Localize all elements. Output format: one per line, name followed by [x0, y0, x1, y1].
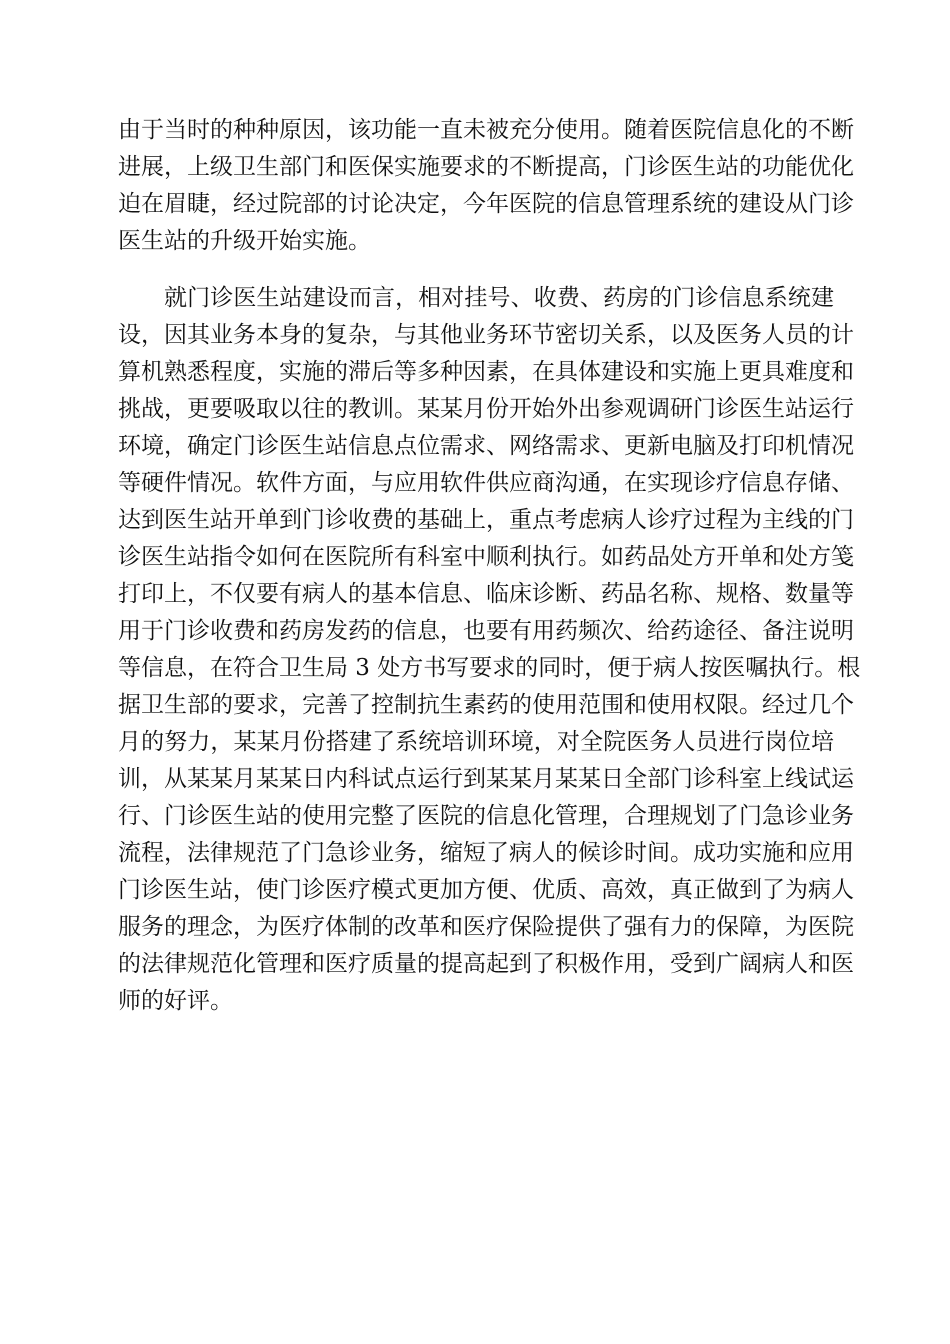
paragraph-2-line-8: 诊医生站指令如何在医院所有科室中顺利执行。如药品处方开单和处方笺 — [118, 544, 854, 570]
paragraph-2-line-18: 服务的理念，为医疗体制的改革和医疗保险提供了强有力的保障，为医院 — [118, 914, 854, 940]
paragraph-2-line-15: 行、门诊医生站的使用完整了医院的信息化管理，合理规划了门急诊业务 — [118, 803, 854, 829]
paragraph-1-line-2: 进展，上级卫生部门和医保实施要求的不断提高，门诊医生站的功能优化 — [118, 154, 854, 180]
paragraph-1 — [118, 112, 854, 260]
paragraph-2-line-4: 挑战，更要吸取以往的教训。某某月份开始外出参观调研门诊医生站运行 — [118, 396, 854, 422]
paragraph-2-line-2: 设，因其业务本身的复杂，与其他业务环节密切关系，以及医务人员的计 — [118, 322, 854, 348]
paragraph-2-line-12: 据卫生部的要求，完善了控制抗生素药的使用范围和使用权限。经过几个 — [118, 692, 854, 718]
paragraph-2-line-16: 流程，法律规范了门急诊业务，缩短了病人的候诊时间。成功实施和应用 — [118, 840, 854, 866]
paragraph-2-line-5: 环境，确定门诊医生站信息点位需求、网络需求、更新电脑及打印机情况 — [118, 433, 854, 459]
paragraph-2-line-10: 用于门诊收费和药房发药的信息，也要有用药频次、给药途径、备注说明 — [118, 618, 854, 644]
paragraph-2 — [118, 280, 861, 1020]
paragraph-1-line-3: 迫在眉睫，经过院部的讨论决定，今年医院的信息管理系统的建设从门诊 — [118, 191, 854, 217]
paragraph-1-line-4: 医生站的升级开始实施。 — [118, 228, 371, 254]
paragraph-2-line-14: 训，从某某月某某日内科试点运行到某某月某某日全部门诊科室上线试运 — [118, 766, 854, 792]
paragraph-2-line-17: 门诊医生站，使门诊医疗模式更加方便、优质、高效，真正做到了为病人 — [118, 877, 854, 903]
paragraph-2-line-7: 达到医生站开单到门诊收费的基础上，重点考虑病人诊疗过程为主线的门 — [118, 507, 854, 533]
paragraph-2-line-9: 打印上，不仅要有病人的基本信息、临床诊断、药品名称、规格、数量等 — [118, 581, 854, 607]
paragraph-1-line-1: 由于当时的种种原因，该功能一直未被充分使用。随着医院信息化的不断 — [118, 117, 854, 143]
paragraph-2-line-19: 的法律规范化管理和医疗质量的提高起到了积极作用，受到广阔病人和医 — [118, 951, 854, 977]
paragraph-2-line-6: 等硬件情况。软件方面，与应用软件供应商沟通，在实现诊疗信息存储、 — [118, 470, 854, 496]
paragraph-2-line-13: 月的努力，某某月份搭建了系统培训环境，对全院医务人员进行岗位培 — [118, 729, 834, 755]
paragraph-2-line-1: 就门诊医生站建设而言，相对挂号、收费、药房的门诊信息系统建 — [164, 285, 834, 311]
paragraph-2-line-20: 师的好评。 — [118, 988, 233, 1014]
paragraph-2-line-3: 算机熟悉程度，实施的滞后等多种因素，在具体建设和实施上更具难度和 — [118, 359, 854, 385]
paragraph-2-line-11: 等信息，在符合卫生局 3 处方书写要求的同时，便于病人按医嘱执行。根 — [118, 655, 861, 681]
